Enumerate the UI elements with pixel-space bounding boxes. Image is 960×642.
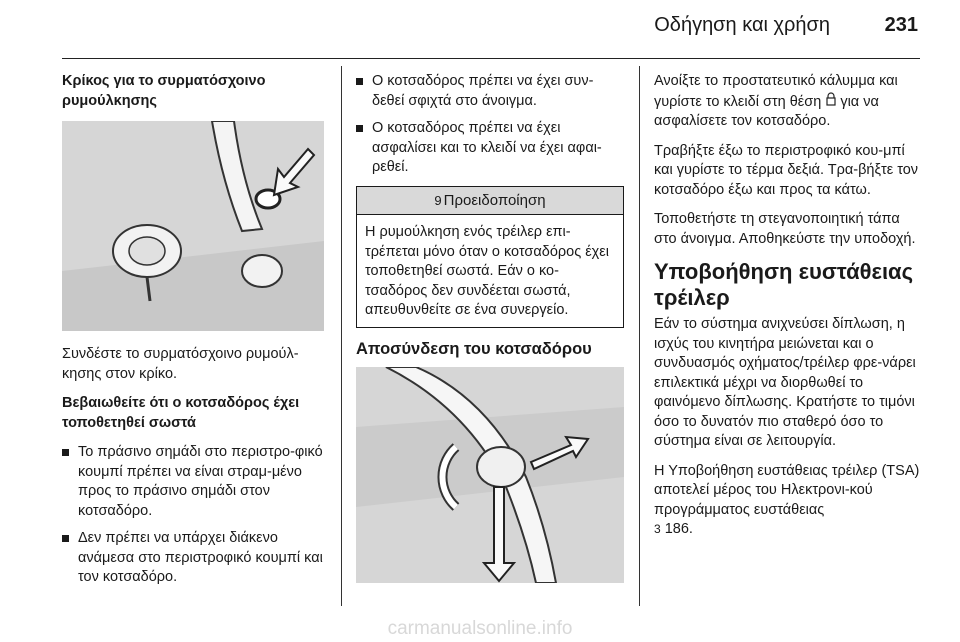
section-heading-trailer-stability: Υποβοήθηση ευστάθειας τρέιλερ (654, 259, 914, 310)
paragraph-seal-cap: Τοποθετήστε τη στεγανοποιητική τάπα στο άνοιγμα. Αποθηκεύστε την υποδοχή. (654, 211, 916, 247)
warning-header (357, 187, 623, 216)
figure-detach-hitch (356, 367, 624, 583)
subheading-check-mounted: Βεβαιωθείτε ότι ο κοτσαδόρος έχει τοποθετηθεί σωστά (62, 395, 300, 431)
section-heading-towing-eye: Κρίκος για το συρματόσχοινο ρυμούλκησης (62, 73, 266, 109)
list-item: Ο κοτσαδόρος πρέπει να έχει ασφαλίσει και το κλειδί να έχει αφαι-ρεθεί. (356, 119, 624, 178)
page-reference-icon: 3 (654, 522, 661, 536)
paragraph-tsa: Η Υποβοήθηση ευστάθειας τρέιλερ (TSA) αποτελεί μέρος του Ηλεκτρονι-κού προγράμματος ευστάθειας 3 186. (654, 462, 920, 537)
list-item: Το πράσινο σημάδι στο περιστρο-φικό κουμπί πρέπει να είναι στραμ-μένο προς το πράσινο σημάδι στον κοτσαδόρο. (62, 443, 324, 521)
column-3 (654, 72, 924, 550)
bullet-icon (356, 78, 363, 85)
bullet-icon (62, 535, 69, 542)
checklist (62, 443, 324, 588)
header-divider (62, 58, 920, 59)
warning-triangle-icon: 9 (434, 192, 442, 208)
warning-text: Η ρυμούλκηση ενός τρέιλερ επι-τρέπεται μόνο όταν ο κοτσαδόρος έχει τοποθετηθεί σωστά. Εάν ο κο-τσαδόρος δεν συνδέεται σωστά, απευθυνθείτε σε ένα συνεργείο. (365, 224, 609, 318)
column-divider-1 (341, 66, 342, 606)
paragraph-open-cover: Ανοίξτε το προστατευτικό κάλυμμα και γυρίστε το κλειδί στη θέση για να ασφαλίσετε τον κοτσαδόρο. (654, 73, 898, 129)
warning-box (356, 186, 624, 328)
section-heading-detach: Αποσύνδεση του κοτσαδόρου (356, 339, 592, 358)
paragraph-pull-knob: Τραβήξτε έξω το περιστροφικό κου-μπί και γυρίστε το τέρμα δεξιά. Τρα-βήξτε τον κοτσαδόρο έξω και προς τα κάτω. (654, 142, 919, 198)
bullet-icon (62, 449, 69, 456)
watermark: carmanualsonline.info (387, 618, 573, 639)
caption-connect-rope: Συνδέστε το συρματόσχοινο ρυμούλ-κησης στον κρίκο. (62, 346, 299, 382)
page-number: 231 (884, 14, 918, 36)
column-2 (356, 72, 624, 583)
paragraph-jackknife: Εάν το σύστημα ανιχνεύσει δίπλωση, η ισχύς του κινητήρα μειώνεται και ο συνδυασμός οχήματος/τρέιλερ φρε-νάρει επιλεκτικά μέχρι να διορθωθεί το φαινόμενο δίπλωσης. Κρατήστε το τιμόνι όσο το δυνατόν πιο σταθερό όσο το σύστημα είναι σε λειτουργία. (654, 316, 916, 449)
header-title: Οδήγηση και χρήση (654, 14, 830, 36)
lock-icon (825, 92, 836, 113)
list-item: Ο κοτσαδόρος πρέπει να έχει συν-δεθεί σφιχτά στο άνοιγμα. (356, 72, 624, 111)
figure-towing-eye (62, 121, 324, 331)
page-reference-link[interactable]: 186. (664, 521, 693, 537)
column-divider-2 (639, 66, 640, 606)
towing-eye-illustration (62, 121, 324, 331)
bullet-icon (356, 125, 363, 132)
checklist-continued (356, 72, 624, 178)
detach-hitch-illustration (356, 367, 624, 583)
list-item: Δεν πρέπει να υπάρχει διάκενο ανάμεσα στο περιστροφικό κουμπί και τον κοτσαδόρο. (62, 529, 324, 588)
column-1 (62, 72, 324, 596)
warning-title: Προειδοποίηση (443, 191, 546, 209)
